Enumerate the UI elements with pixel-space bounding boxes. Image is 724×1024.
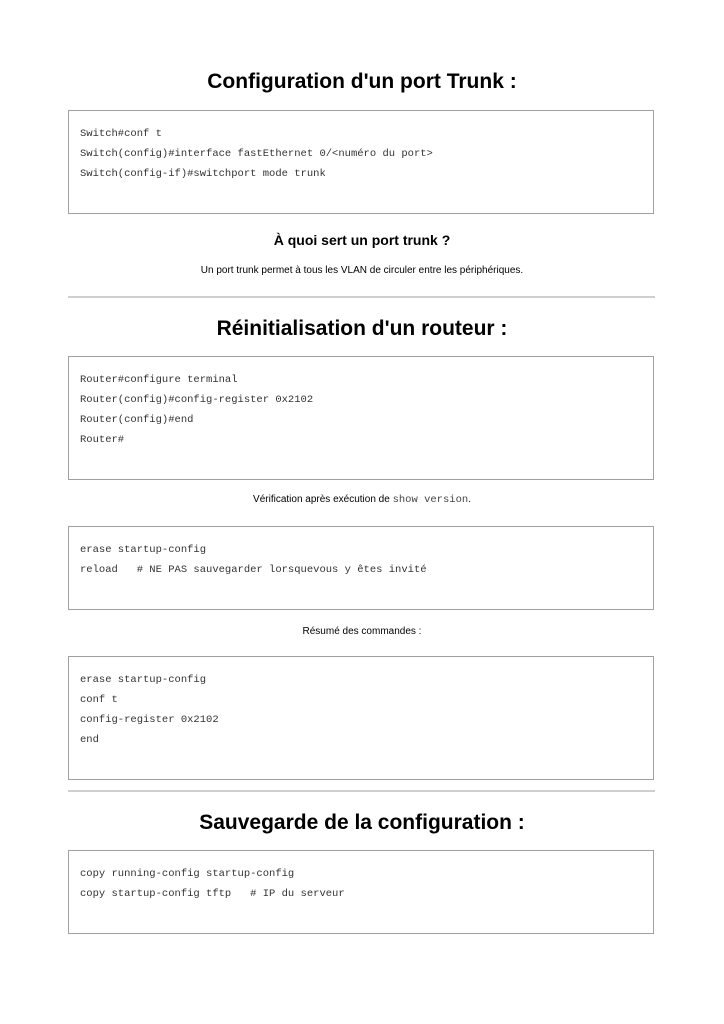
subtitle-trunk-purpose: À quoi sert un port trunk ? bbox=[273, 232, 451, 248]
section-title-trunk: Configuration d'un port Trunk : bbox=[207, 70, 517, 93]
code-line: erase startup-config bbox=[80, 544, 207, 556]
code-line: erase startup-config bbox=[80, 674, 207, 686]
code-line: copy startup-config tftp # IP du serveur bbox=[80, 888, 345, 900]
code-line: Switch(config)#interface fastEthernet 0/<numéro du port> bbox=[80, 148, 433, 160]
verification-prefix: Vérification après exécution de bbox=[253, 494, 393, 505]
code-block-save bbox=[68, 850, 654, 934]
trunk-description: Un port trunk permet à tous les VLAN de circuler entre les périphériques. bbox=[200, 265, 524, 276]
code-line: copy running-config startup-config bbox=[80, 868, 295, 880]
inline-command: show version bbox=[392, 494, 469, 506]
section-title-router-reset: Réinitialisation d'un routeur : bbox=[216, 317, 508, 340]
verification-suffix: . bbox=[468, 494, 471, 505]
code-line: Switch(config-if)#switchport mode trunk bbox=[80, 168, 326, 180]
section-title-save-config: Sauvegarde de la configuration : bbox=[199, 811, 525, 834]
code-line: Router#configure terminal bbox=[80, 374, 238, 386]
code-line: end bbox=[80, 734, 99, 746]
code-line: Router# bbox=[80, 434, 125, 446]
code-line: Router(config)#config-register 0x2102 bbox=[80, 394, 314, 406]
code-line: Switch#conf t bbox=[80, 128, 162, 140]
code-line: Router(config)#end bbox=[80, 414, 194, 426]
code-line: config-register 0x2102 bbox=[80, 714, 219, 726]
code-block-erase bbox=[68, 526, 654, 610]
divider bbox=[68, 790, 655, 792]
code-block-trunk bbox=[68, 110, 654, 214]
summary-label: Résumé des commandes : bbox=[302, 626, 422, 637]
code-line: conf t bbox=[80, 694, 118, 706]
code-line: reload # NE PAS sauvegarder lorsquevous y êtes invité bbox=[80, 564, 427, 576]
divider bbox=[68, 296, 655, 298]
code-block-router-reset bbox=[68, 356, 654, 480]
code-block-summary bbox=[68, 656, 654, 780]
verification-note bbox=[0, 494, 724, 506]
